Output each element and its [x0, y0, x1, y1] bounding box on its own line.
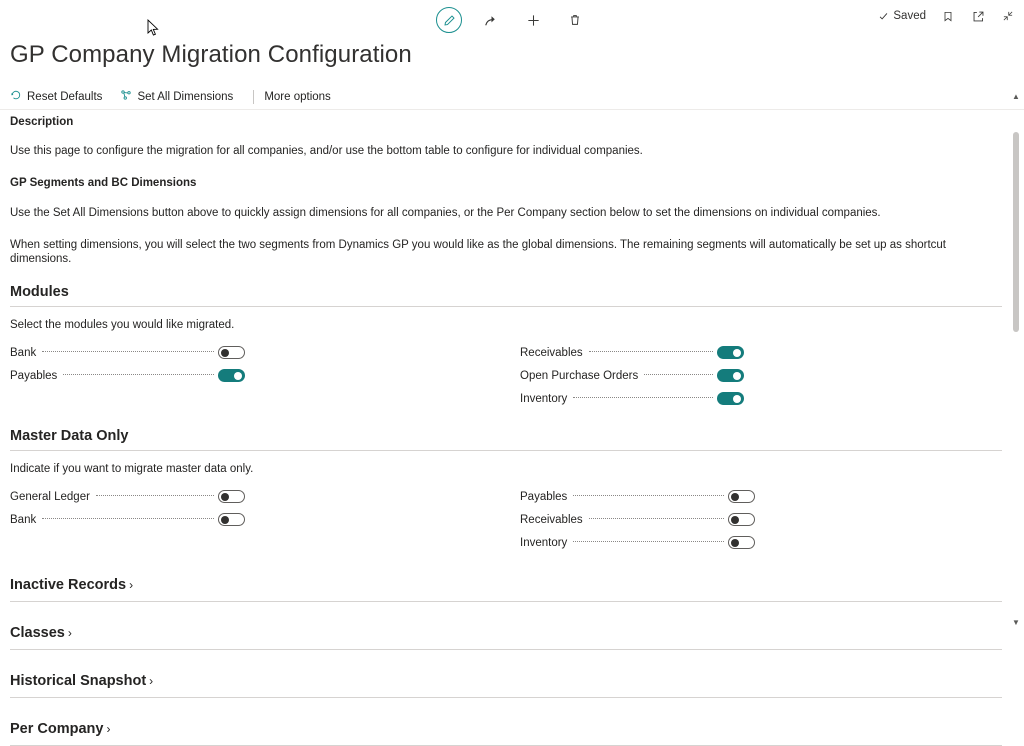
- toggle-receivables-master[interactable]: [728, 513, 755, 526]
- master-data-left-column: [10, 485, 520, 554]
- field-payables-master: [520, 485, 1000, 508]
- action-ribbon: [0, 84, 1024, 110]
- field-label: Open Purchase Orders: [520, 369, 639, 382]
- section-label: Classes: [10, 625, 65, 641]
- section-label: Historical Snapshot: [10, 673, 147, 689]
- dot-leader: [573, 495, 724, 496]
- toggle-open-purchase-orders[interactable]: [717, 369, 744, 382]
- toggle-bank[interactable]: [218, 346, 245, 359]
- section-historical-snapshot[interactable]: [10, 672, 1002, 698]
- master-data-only-hint: Indicate if you want to migrate master data only.: [10, 463, 254, 475]
- share-icon[interactable]: [478, 7, 504, 33]
- open-in-new-window-icon[interactable]: [970, 8, 986, 24]
- section-label: Inactive Records: [10, 577, 127, 593]
- right-command-group: [878, 8, 1016, 24]
- new-icon[interactable]: [520, 7, 546, 33]
- field-receivables: [520, 341, 1000, 364]
- field-label: Bank: [10, 346, 37, 359]
- bookmark-icon[interactable]: [940, 8, 956, 24]
- field-label: Inventory: [520, 392, 568, 405]
- edit-icon[interactable]: [436, 7, 462, 33]
- chevron-right-icon: ›: [106, 722, 111, 736]
- field-inventory: [520, 387, 1000, 410]
- scroll-thumb[interactable]: [1013, 132, 1019, 332]
- field-general-ledger: [10, 485, 520, 508]
- field-open-purchase-orders: [520, 364, 1000, 387]
- modules-section-heading: Modules: [10, 284, 1002, 307]
- description-paragraph: Use this page to configure the migration for all companies, and/or use the bottom table to configure for individual companies.: [10, 145, 643, 157]
- field-label: Inventory: [520, 536, 568, 549]
- description-subheading: GP Segments and BC Dimensions: [10, 177, 197, 189]
- field-payables: [10, 364, 520, 387]
- master-data-right-column: [520, 485, 1000, 554]
- dot-leader: [96, 495, 214, 496]
- dot-leader: [63, 374, 214, 375]
- chevron-right-icon: ›: [129, 578, 134, 592]
- command-bar: [0, 0, 1024, 40]
- set-all-dimensions-label: Set All Dimensions: [137, 90, 234, 103]
- field-label: Bank: [10, 513, 37, 526]
- modules-right-column: [520, 341, 1000, 410]
- dot-leader: [573, 397, 713, 398]
- modules-fields: [10, 341, 1002, 410]
- delete-icon[interactable]: [562, 7, 588, 33]
- vertical-scrollbar[interactable]: [1010, 90, 1022, 628]
- reset-defaults-button[interactable]: [10, 89, 112, 104]
- toggle-general-ledger[interactable]: [218, 490, 245, 503]
- master-data-only-section-heading: Master Data Only: [10, 428, 1002, 451]
- section-label: Per Company: [10, 721, 104, 737]
- scroll-track[interactable]: [1013, 102, 1019, 616]
- dimensions-icon: [120, 89, 132, 104]
- chevron-right-icon: ›: [67, 626, 72, 640]
- section-per-company[interactable]: [10, 720, 1002, 746]
- modules-left-column: [10, 341, 520, 410]
- field-label: Payables: [10, 369, 58, 382]
- collapse-icon[interactable]: [1000, 8, 1016, 24]
- dot-leader: [589, 351, 713, 352]
- scroll-up-button[interactable]: ▲: [1012, 91, 1020, 101]
- field-bank: [10, 341, 520, 364]
- page-title: GP Company Migration Configuration: [10, 41, 412, 68]
- field-receivables-master: [520, 508, 1000, 531]
- more-options-label: More options: [264, 90, 331, 103]
- modules-hint: Select the modules you would like migrated.: [10, 319, 235, 331]
- center-command-group: [436, 7, 588, 33]
- field-label: Receivables: [520, 346, 583, 359]
- description-paragraph: Use the Set All Dimensions button above to quickly assign dimensions for all companies, or the Per Company section below to set the dimensions on individual companies.: [10, 207, 881, 219]
- status-badge: [878, 10, 926, 22]
- field-inventory-master: [520, 531, 1000, 554]
- dot-leader: [42, 351, 214, 352]
- description-paragraph: When setting dimensions, you will select the two segments from Dynamics GP you would like as the global dimensions. The remaining segments will automatically be set up as shortcut dimensions.: [10, 239, 946, 265]
- toggle-bank-master[interactable]: [218, 513, 245, 526]
- page-content: [0, 110, 1024, 737]
- field-label: Payables: [520, 490, 568, 503]
- section-inactive-records[interactable]: [10, 576, 1002, 602]
- toggle-payables[interactable]: [218, 369, 245, 382]
- toggle-receivables[interactable]: [717, 346, 744, 359]
- master-data-only-fields: [10, 485, 1002, 554]
- saved-label: Saved: [893, 10, 926, 22]
- dot-leader: [42, 518, 214, 519]
- more-options-button[interactable]: [264, 91, 340, 103]
- dot-leader: [589, 518, 724, 519]
- dot-leader: [644, 374, 713, 375]
- reset-defaults-label: Reset Defaults: [27, 90, 103, 103]
- toggle-inventory-master[interactable]: [728, 536, 755, 549]
- scroll-down-button[interactable]: ▼: [1012, 617, 1020, 627]
- section-classes[interactable]: [10, 624, 1002, 650]
- field-label: Receivables: [520, 513, 583, 526]
- toggle-payables-master[interactable]: [728, 490, 755, 503]
- toggle-inventory[interactable]: [717, 392, 744, 405]
- dot-leader: [573, 541, 724, 542]
- reset-icon: [10, 89, 22, 104]
- field-label: General Ledger: [10, 490, 90, 503]
- chevron-right-icon: ›: [149, 674, 154, 688]
- field-bank-master: [10, 508, 520, 531]
- set-all-dimensions-button[interactable]: [120, 89, 243, 104]
- ribbon-divider: [253, 90, 254, 104]
- description-heading: Description: [10, 116, 74, 128]
